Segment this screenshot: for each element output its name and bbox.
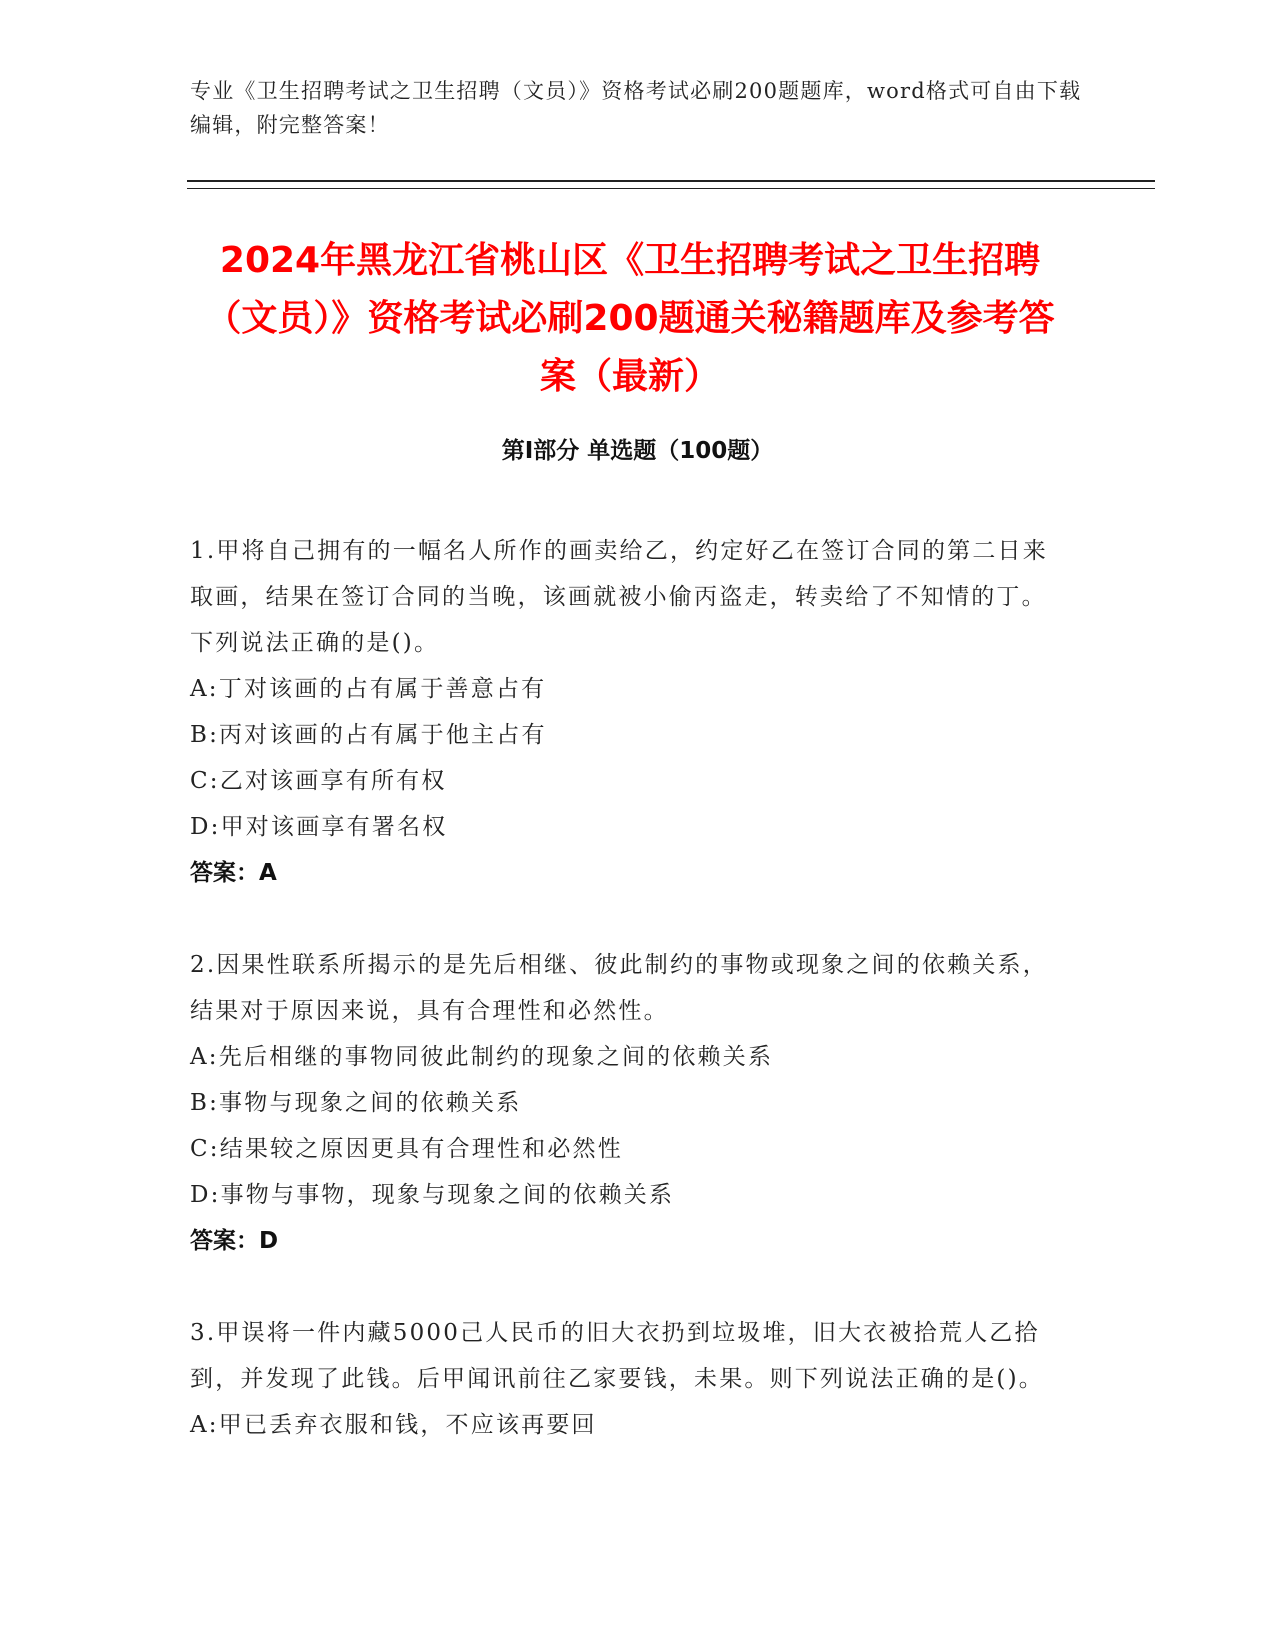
option-a: A:丁对该画的占有属于善意占有 — [190, 676, 547, 702]
question-list — [190, 528, 1070, 1494]
answer-line: 答案：A — [190, 860, 277, 886]
answer-line: 答案：D — [190, 1228, 279, 1254]
section-title: 第Ⅰ部分 单选题（100题） — [501, 438, 774, 464]
question-stem: 2.因果性联系所揭示的是先后相继、彼此制约的事物或现象之间的依赖关系，结果对于原因来说，具有合理性和必然性。 — [190, 952, 1048, 1024]
question-2 — [190, 942, 1070, 1264]
question-3 — [190, 1310, 1070, 1448]
page-title: 2024年黑龙江省桃山区《卫生招聘考试之卫生招聘（文员）》资格考试必刷200题通关秘籍题库及参考答案（最新） — [205, 240, 1055, 397]
question-1 — [190, 528, 1070, 896]
option-d: D:甲对该画享有署名权 — [190, 814, 448, 840]
option-c: C:乙对该画享有所有权 — [190, 768, 447, 794]
option-b: B:丙对该画的占有属于他主占有 — [190, 722, 547, 748]
option-a: A:先后相继的事物同彼此制约的现象之间的依赖关系 — [190, 1044, 774, 1070]
question-stem: 1.甲将自己拥有的一幅名人所作的画卖给乙，约定好乙在签订合同的第二日来取画，结果在签订合同的当晚，该画就被小偷丙盗走，转卖给了不知情的丁。下列说法正确的是()。 — [190, 538, 1048, 656]
option-c: C:结果较之原因更具有合理性和必然性 — [190, 1136, 623, 1162]
question-stem: 3.甲误将一件内藏5000己人民币的旧大衣扔到垃圾堆，旧大衣被拾荒人乙拾到，并发现了此钱。后甲闻讯前往乙家要钱，未果。则下列说法正确的是()。 — [190, 1320, 1044, 1392]
header-note: 专业《卫生招聘考试之卫生招聘（文员）》资格考试必刷200题题库，word格式可自由下载编辑，附完整答案！ — [190, 79, 1082, 137]
header-divider — [187, 180, 1155, 189]
option-a: A:甲已丢弃衣服和钱，不应该再要回 — [190, 1412, 597, 1438]
option-d: D:事物与事物，现象与现象之间的依赖关系 — [190, 1182, 675, 1208]
option-b: B:事物与现象之间的依赖关系 — [190, 1090, 522, 1116]
